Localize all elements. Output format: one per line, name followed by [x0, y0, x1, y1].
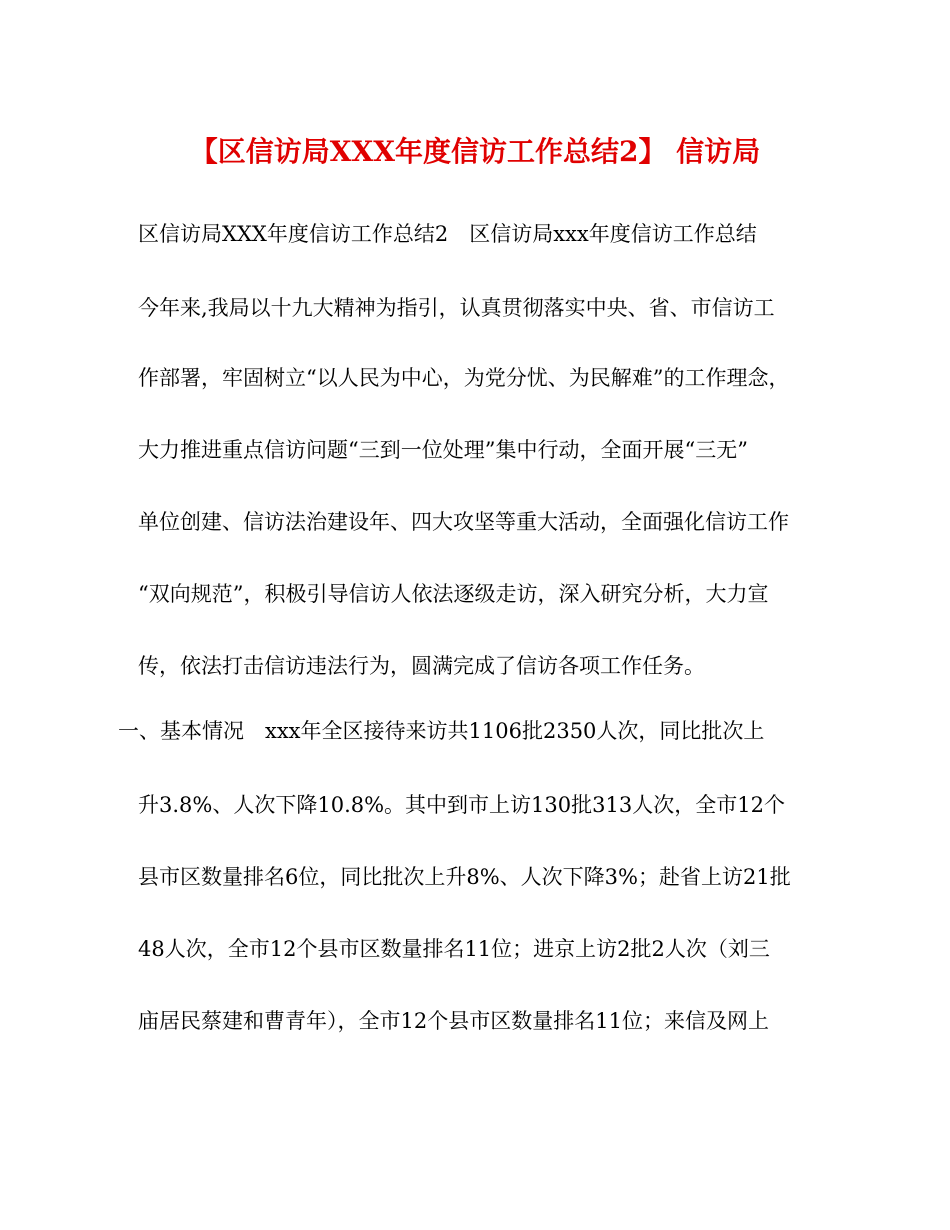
text-line: 县市区数量排名6位，同比批次上升8%、人次下降3%；赴省上访21批: [138, 865, 791, 889]
text-line: 区信访局XXX年度信访工作总结2 区信访局xxx年度信访工作总结: [138, 222, 757, 246]
document-title: 【区信访局XXX年度信访工作总结2】 信访局: [189, 135, 761, 168]
text-line: 传，依法打击信访违法行为，圆满完成了信访各项工作任务。: [138, 654, 705, 678]
text-line: 作部署，牢固树立“以人民为中心，为党分忧、为民解难”的工作理念，: [138, 366, 790, 390]
text-line: “双向规范”，积极引导信访人依法逐级走访，深入研究分析，大力宣: [138, 582, 769, 606]
text-line: 单位创建、信访法治建设年、四大攻坚等重大活动，全面强化信访工作: [138, 510, 789, 534]
section-heading-line: 一、基本情况 xxx年全区接待来访共1106批2350人次，同比批次上: [118, 719, 765, 743]
text-line: 升3.8%、人次下降10.8%。其中到市上访130批313人次，全市12个: [138, 793, 785, 817]
text-line: 庙居民蔡建和曹青年），全市12个县市区数量排名11位；来信及网上: [138, 1009, 769, 1033]
text-line: 48人次，全市12个县市区数量排名11位；进京上访2批2人次（刘三: [138, 937, 770, 961]
text-line: 大力推进重点信访问题“三到一位处理”集中行动，全面开展“三无”: [138, 438, 748, 462]
text-line: 今年来,我局以十九大精神为指引，认真贯彻落实中央、省、市信访工: [138, 296, 775, 320]
